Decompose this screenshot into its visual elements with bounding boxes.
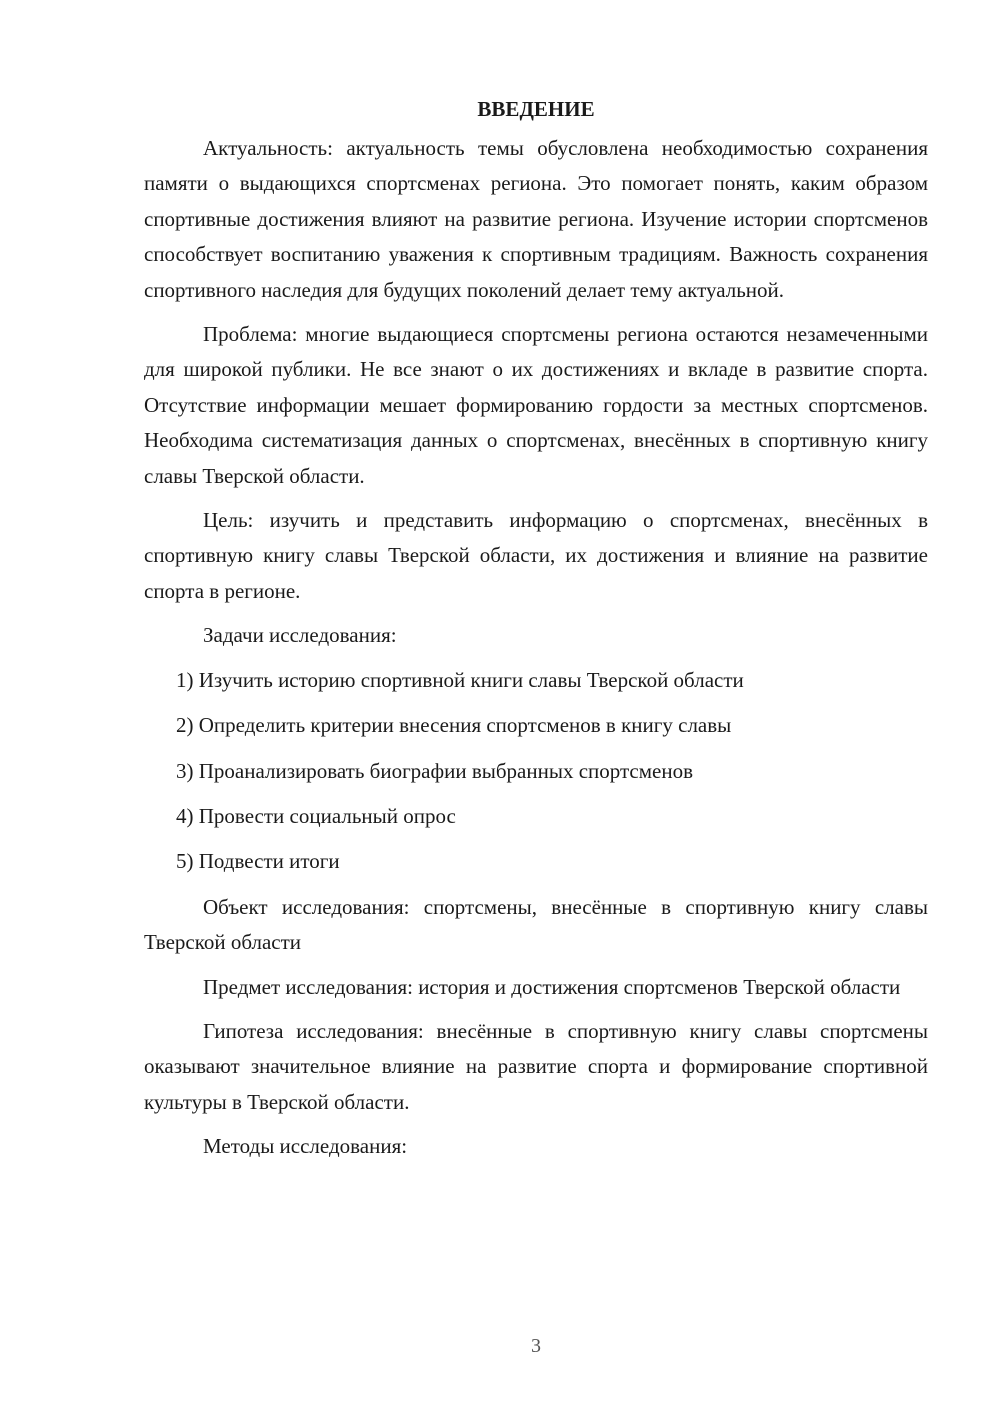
problem-paragraph: Проблема: многие выдающиеся спортсмены региона остаются незамеченными для широкой публики. Не все знают о их достижениях и вкладе в развитие спорта. Отсутствие информации мешает формированию гордости за местных спортсменов. Необходима систематизация данных о спортсменах, внесённых в спортивную книгу славы Тверской области.	[144, 322, 928, 488]
task-item: 1) Изучить историю спортивной книги славы Тверской области	[176, 667, 744, 692]
subject-paragraph: Предмет исследования: история и достижения спортсменов Тверской области	[203, 974, 901, 999]
relevance-paragraph: Актуальность: актуальность темы обусловлена необходимостью сохранения памяти о выдающихся спортсменах региона. Это помогает понять, каким образом спортивные достижения влияют на развитие региона. Изучение истории спортсменов способствует воспитанию уважения к спортивным традициям. Важность сохранения спортивного наследия для будущих поколений делает тему актуальной.	[144, 136, 928, 302]
hypothesis-paragraph: Гипотеза исследования: внесённые в спортивную книгу славы спортсмены оказывают значительное влияние на развитие спорта и формирование спортивной культуры в Тверской области.	[144, 1018, 928, 1114]
object-paragraph: Объект исследования: спортсмены, внесённые в спортивную книгу славы Тверской области	[144, 894, 928, 955]
page-content	[144, 96, 928, 1174]
page-number: 3	[531, 1335, 541, 1357]
tasks-heading: Задачи исследования:	[203, 623, 397, 648]
goal-paragraph: Цель: изучить и представить информацию о спортсменах, внесённых в спортивную книгу славы Тверской области, их достижения и влияние на развитие спорта в регионе.	[144, 508, 928, 603]
tasks-list	[144, 663, 928, 880]
task-item: 2) Определить критерии внесения спортсменов в книгу славы	[176, 713, 732, 738]
section-title: ВВЕДЕНИЕ	[477, 97, 595, 121]
methods-heading: Методы исследования:	[203, 1134, 408, 1159]
task-item: 4) Провести социальный опрос	[176, 803, 456, 828]
task-item: 5) Подвести итоги	[176, 849, 340, 874]
task-item: 3) Проанализировать биографии выбранных спортсменов	[176, 758, 694, 783]
